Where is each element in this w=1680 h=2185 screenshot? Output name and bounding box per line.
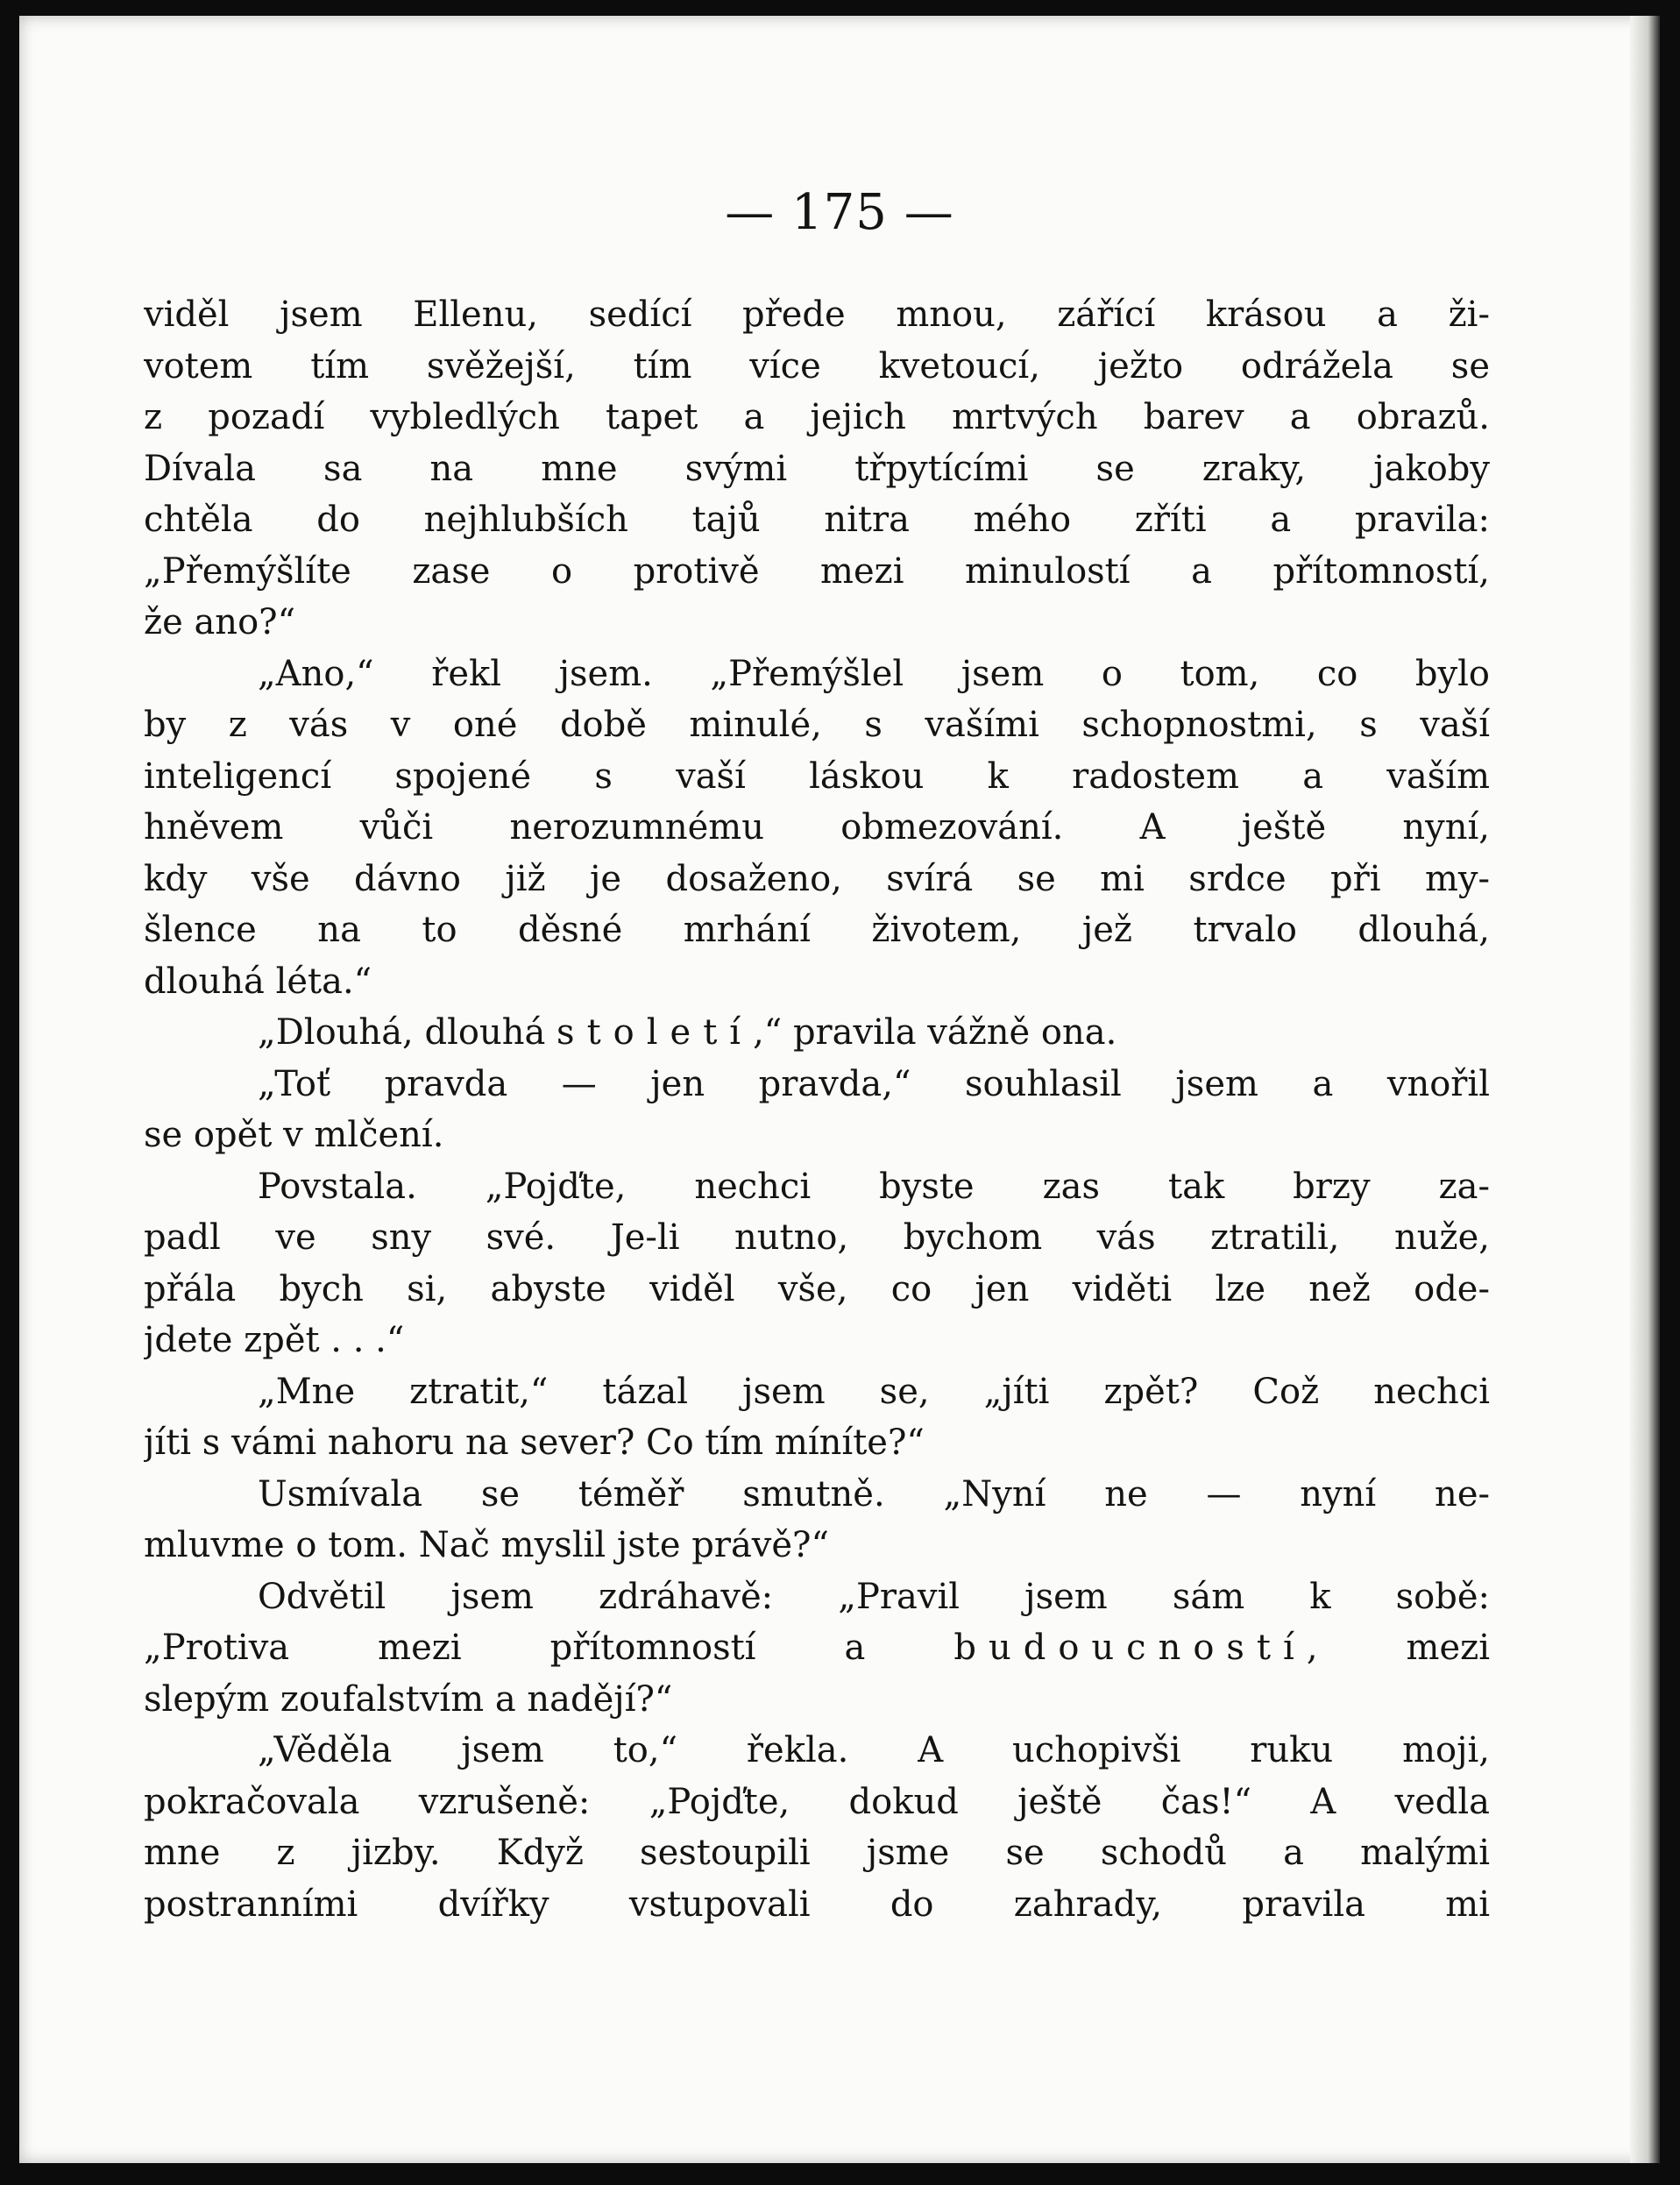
spaced-emphasis: století	[556, 1012, 754, 1053]
text-line: slepým zoufalstvím a nadějí?“	[144, 1678, 673, 1720]
text-line: jíti s vámi nahoru na sever? Co tím míníte?“	[144, 1422, 925, 1463]
text-line: by z vás v oné době minulé, s vašími schopnostmi, s vaší	[144, 705, 1490, 745]
page-edge-shadow	[1630, 16, 1660, 2163]
text-line: votem tím svěžejší, tím více kvetoucí, ježto odrážela se	[144, 345, 1490, 387]
page-number: — 175 —	[725, 184, 954, 241]
text-line: Odvětil jsem zdráhavě: „Pravil jsem sám k sobě:	[258, 1576, 1490, 1617]
text-line	[144, 1007, 1490, 1059]
body-text	[144, 289, 1490, 1930]
text-line: hněvem vůči nerozumnému obmezování. A ještě nyní,	[144, 807, 1490, 848]
text-line: přála bych si, abyste viděl vše, co jen viděti lze než ode-	[144, 1268, 1490, 1309]
spaced-emphasis: budoucností	[953, 1628, 1307, 1668]
text-line	[144, 1622, 1490, 1674]
text-line: mluvme o tom. Nač myslil jste právě?“	[144, 1525, 829, 1565]
text-line: mne z jizby. Když sestoupili jsme se schodů a malými	[144, 1833, 1490, 1873]
text-line: z pozadí vybledlých tapet a jejich mrtvých barev a obrazů.	[144, 397, 1490, 437]
text-segment: , mezi	[1306, 1628, 1490, 1668]
text-line: „Mne ztratit,“ tázal jsem se, „jíti zpět? Což nechci	[258, 1371, 1490, 1412]
text-line: jdete zpět . . .“	[144, 1320, 405, 1360]
text-line: „Přemýšlíte zase o protivě mezi minulostí a přítomností,	[144, 550, 1490, 592]
text-line: „Ano,“ řekl jsem. „Přemýšlel jsem o tom, co bylo	[258, 653, 1490, 694]
text-line: „Věděla jsem to,“ řekla. A uchopivši ruku moji,	[258, 1730, 1490, 1770]
text-line: inteligencí spojené s vaší láskou k radostem a vaším	[144, 756, 1490, 797]
text-line: chtěla do nejhlubších tajů nitra mého zříti a pravila:	[144, 500, 1490, 540]
text-line: Usmívala se téměř smutně. „Nyní ne — nyní ne-	[258, 1473, 1490, 1515]
scanned-page	[19, 16, 1660, 2163]
text-line: pokračovala vzrušeně: „Pojďte, dokud ještě čas!“ A vedla	[144, 1781, 1490, 1822]
text-line: se opět v mlčení.	[144, 1115, 444, 1155]
text-segment: „Protiva mezi přítomností a	[144, 1628, 954, 1668]
text-line: padl ve sny své. Je-li nutno, bychom vás ztratili, nuže,	[144, 1217, 1490, 1258]
text-line: postranními dvířky vstupovali do zahrady, pravila mi	[144, 1883, 1490, 1925]
text-line: že ano?“	[144, 602, 296, 642]
text-line: dlouhá léta.“	[144, 961, 372, 1002]
text-line: Povstala. „Pojďte, nechci byste zas tak brzy za-	[258, 1166, 1490, 1207]
text-line: viděl jsem Ellenu, sedící přede mnou, zářící krásou a ži-	[144, 294, 1490, 335]
text-line: kdy vše dávno již je dosaženo, svírá se mi srdce při my-	[144, 858, 1490, 899]
text-line: Dívala sa na mne svými třpytícími se zraky, jakoby	[144, 448, 1490, 489]
text-line: šlence na to děsné mrhání životem, jež trvalo dlouhá,	[144, 910, 1490, 950]
text-line: „Toť pravda — jen pravda,“ souhlasil jsem a vnořil	[258, 1063, 1490, 1104]
text-segment: ,“ pravila vážně ona.	[753, 1012, 1117, 1053]
text-segment: „Dlouhá, dlouhá	[258, 1012, 557, 1053]
